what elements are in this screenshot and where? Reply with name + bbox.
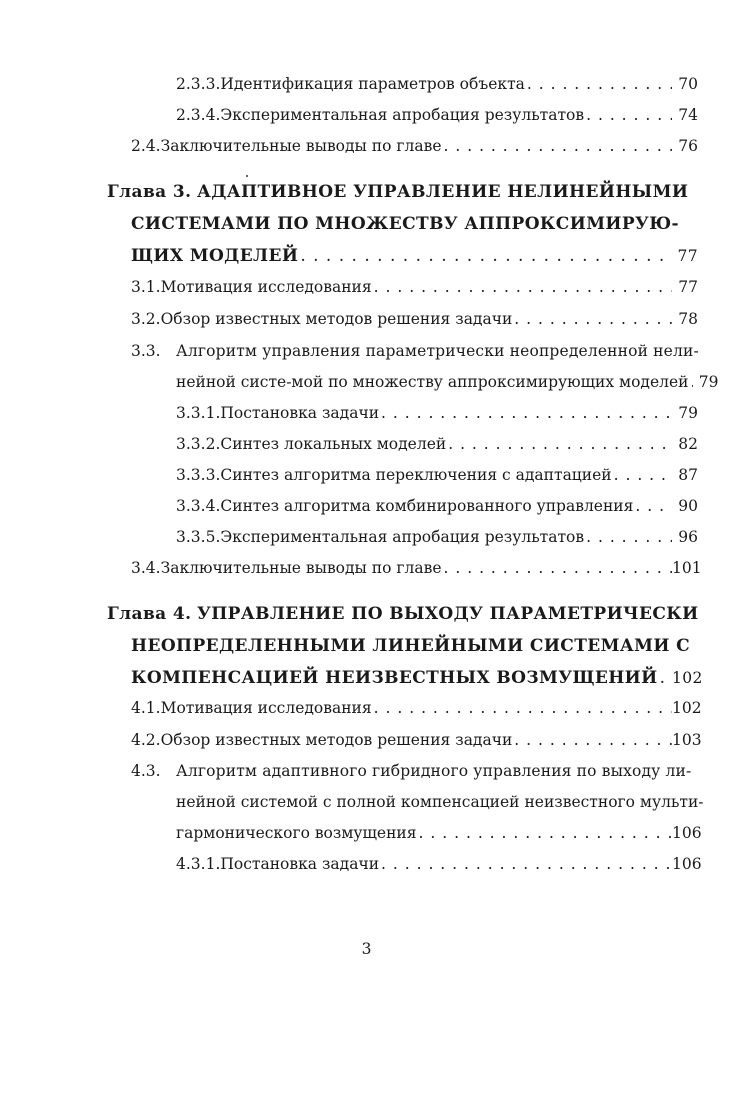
dot-leader xyxy=(379,399,672,427)
entry-number: 4.3. xyxy=(131,762,161,780)
entry-number: 4.3.1. xyxy=(176,855,221,873)
chapter-title: КОМПЕНСАЦИЕЙ НЕИЗВЕСТНЫХ ВОЗМУЩЕНИЙ xyxy=(131,668,658,688)
toc-entry-4-3-line-2 xyxy=(176,788,704,816)
entry-title: нейной систе-мой по множеству аппроксимирующих моделей xyxy=(176,373,689,391)
entry-page: 101 xyxy=(672,559,702,577)
chapter-3-heading-line-1 xyxy=(107,178,688,206)
chapter-label: Глава 4. xyxy=(107,604,192,624)
chapter-4-heading-line-1 xyxy=(107,600,699,628)
dot-leader xyxy=(372,694,672,722)
entry-number: 3.3.5. xyxy=(176,528,221,546)
toc-entry-4-3-line-1 xyxy=(131,757,698,785)
chapter-title: СИСТЕМАМИ ПО МНОЖЕСТВУ АППРОКСИМИРУЮ- xyxy=(131,214,679,234)
toc-entry-4-2 xyxy=(131,726,702,754)
entry-number: 3.3.4. xyxy=(176,497,221,515)
entry-page: 103 xyxy=(672,731,702,749)
entry-title: Экспериментальная апробация результатов xyxy=(220,528,585,546)
entry-number: 4.1. xyxy=(131,699,161,717)
chapter-title: НЕОПРЕДЕЛЕННЫМИ ЛИНЕЙНЫМИ СИСТЕМАМИ С xyxy=(131,636,691,656)
toc-entry-3-2 xyxy=(131,305,698,333)
dot-leader xyxy=(584,101,672,129)
dot-leader xyxy=(417,819,672,847)
toc-entry-4-3-1 xyxy=(176,850,702,878)
chapter-3-heading-line-3 xyxy=(131,242,698,270)
entry-title: Алгоритм управления параметрически неопределенной нели- xyxy=(176,342,699,360)
toc-entry-3-4 xyxy=(131,554,702,582)
dot-leader xyxy=(446,430,672,458)
dot-leader xyxy=(512,305,672,333)
toc-entry-3-3-3 xyxy=(176,461,698,489)
entry-title: Синтез алгоритма переключения с адаптацией xyxy=(220,466,612,484)
entry-page: 96 xyxy=(678,528,698,546)
entry-page: 70 xyxy=(678,75,698,93)
entry-page: 82 xyxy=(678,435,698,453)
dot-leader xyxy=(372,273,672,301)
entry-number: 3.3.1. xyxy=(176,404,221,422)
entry-title: Постановка задачи xyxy=(220,404,380,422)
entry-title: Обзор известных методов решения задачи xyxy=(160,310,513,328)
entry-page: 78 xyxy=(678,310,698,328)
entry-number: 2.3.3. xyxy=(176,75,221,93)
entry-title: гармонического возмущения xyxy=(176,824,417,842)
stray-mark xyxy=(246,175,248,177)
chapter-4-heading-line-2 xyxy=(131,632,690,660)
toc-entry-4-1 xyxy=(131,694,702,722)
toc-entry-2-3-4 xyxy=(176,101,698,129)
entry-page: 79 xyxy=(698,373,719,391)
entry-title: Идентификация параметров объекта xyxy=(220,75,525,93)
entry-title: Экспериментальная апробация результатов xyxy=(220,106,585,124)
dot-leader xyxy=(633,492,672,520)
dot-leader xyxy=(442,132,672,160)
toc-entry-3-3-line-1 xyxy=(131,337,698,365)
entry-page: 87 xyxy=(678,466,698,484)
dot-leader xyxy=(658,664,672,692)
entry-title: Синтез локальных моделей xyxy=(220,435,447,453)
toc-entry-3-1 xyxy=(131,273,698,301)
chapter-title: УПРАВЛЕНИЕ ПО ВЫХОДУ ПАРАМЕТРИЧЕСКИ xyxy=(197,604,699,624)
entry-page: 106 xyxy=(672,824,702,842)
dot-leader xyxy=(298,242,672,270)
chapter-page: 77 xyxy=(677,247,698,265)
toc-entry-2-4 xyxy=(131,132,698,160)
toc-entry-3-3-1 xyxy=(176,399,698,427)
dot-leader xyxy=(512,726,672,754)
dot-leader xyxy=(584,523,672,551)
chapter-3-heading-line-2 xyxy=(131,210,679,238)
chapter-title: АДАПТИВНОЕ УПРАВЛЕНИЕ НЕЛИНЕЙНЫМИ xyxy=(197,182,689,202)
chapter-4-heading-line-3 xyxy=(131,664,703,692)
entry-page: 102 xyxy=(672,699,702,717)
entry-number: 3.4. xyxy=(131,559,161,577)
entry-number: 3.1. xyxy=(131,278,161,296)
entry-title: Синтез алгоритма комбинированного управления xyxy=(220,497,634,515)
entry-title: Заключительные выводы по главе xyxy=(160,559,442,577)
toc-entry-3-3-line-2 xyxy=(176,368,719,396)
toc-entry-2-3-3 xyxy=(176,70,698,98)
entry-title: Постановка задачи xyxy=(220,855,380,873)
chapter-page: 102 xyxy=(672,669,703,687)
entry-page: 76 xyxy=(678,137,698,155)
dot-leader xyxy=(612,461,672,489)
entry-title: Обзор известных методов решения задачи xyxy=(160,731,513,749)
entry-title: Заключительные выводы по главе xyxy=(160,137,442,155)
entry-title: Мотивация исследования xyxy=(160,699,372,717)
entry-number: 3.3. xyxy=(131,342,161,360)
entry-page: 90 xyxy=(678,497,698,515)
page-number: 3 xyxy=(361,940,372,958)
entry-page: 74 xyxy=(678,106,698,124)
dot-leader xyxy=(442,554,672,582)
entry-page: 106 xyxy=(672,855,702,873)
entry-number: 2.4. xyxy=(131,137,161,155)
entry-number: 4.2. xyxy=(131,731,161,749)
entry-title: Алгоритм адаптивного гибридного управления по выходу ли- xyxy=(176,762,692,780)
entry-number: 3.2. xyxy=(131,310,161,328)
entry-number: 3.3.2. xyxy=(176,435,221,453)
toc-entry-3-3-5 xyxy=(176,523,698,551)
entry-page: 77 xyxy=(678,278,698,296)
entry-title: Мотивация исследования xyxy=(160,278,372,296)
entry-title: нейной системой с полной компенсацией неизвестного мульти- xyxy=(176,793,704,811)
chapter-title: ЩИХ МОДЕЛЕЙ xyxy=(131,246,299,266)
chapter-label: Глава 3. xyxy=(107,182,192,202)
entry-page: 79 xyxy=(678,404,698,422)
dot-leader xyxy=(525,70,672,98)
dot-leader xyxy=(379,850,672,878)
toc-entry-4-3-line-3 xyxy=(176,819,702,847)
toc-entry-3-3-4 xyxy=(176,492,698,520)
entry-number: 3.3.3. xyxy=(176,466,221,484)
toc-entry-3-3-2 xyxy=(176,430,698,458)
entry-number: 2.3.4. xyxy=(176,106,221,124)
